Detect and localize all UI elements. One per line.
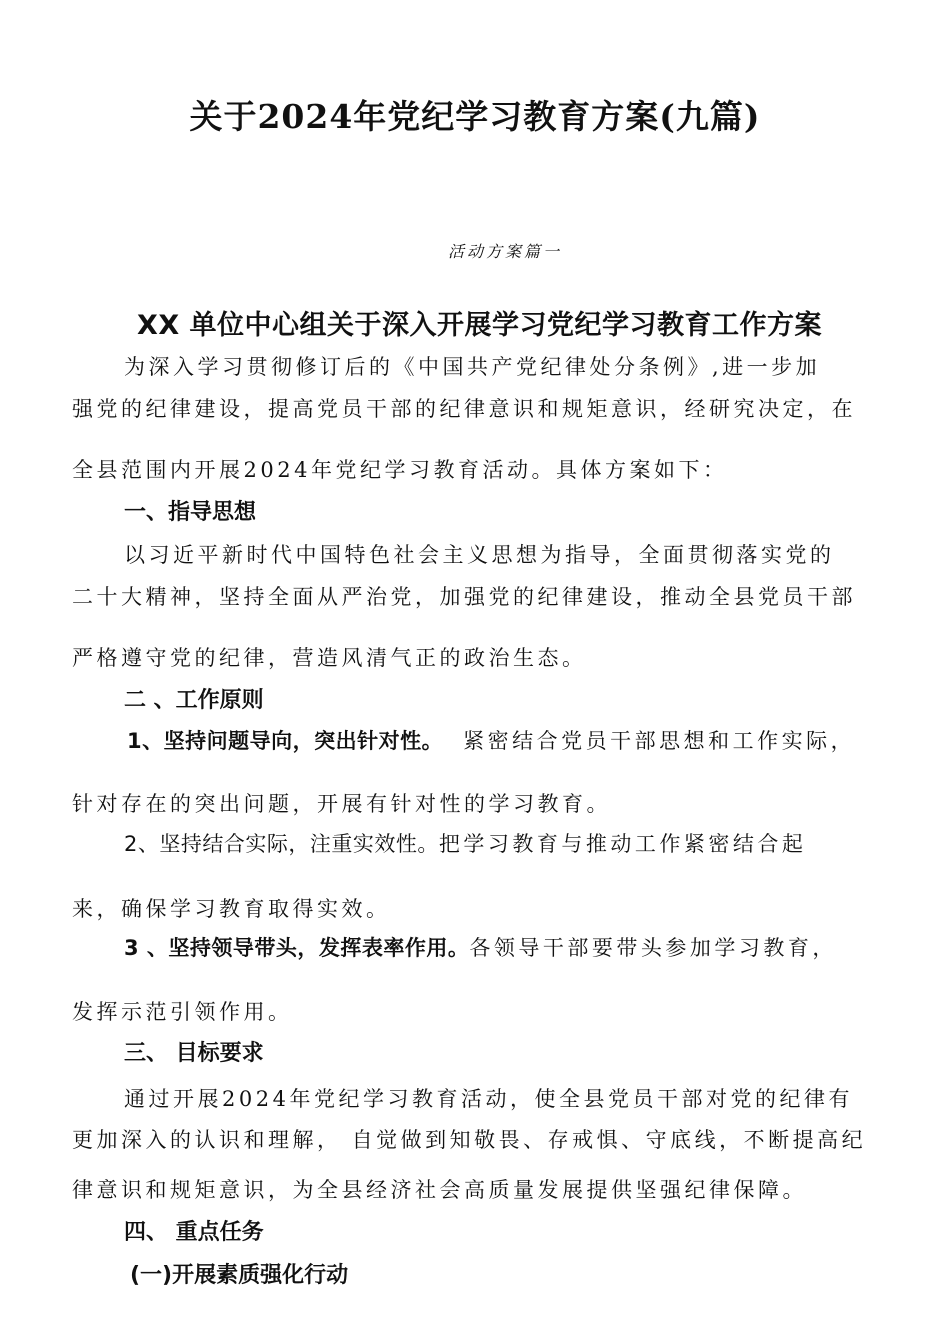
intro-line-3: 全县范围内开展2024年党纪学习教育活动。具体方案如下： <box>72 458 728 482</box>
principle-1-lead: 1、坚持问题导向，突出针对性。 <box>127 729 444 753</box>
principle-1-text: 紧密结合党员干部思想和工作实际， <box>463 729 856 753</box>
section-heading-guiding-ideology: 一、指导思想 <box>124 500 257 525</box>
intro-line-1: 为深入学习贯彻修订后的《中国共产党纪律处分条例》,进一步加 <box>124 355 821 379</box>
section-heading-goals: 三、 目标要求 <box>124 1041 264 1066</box>
section-heading-key-tasks: 四、 重点任务 <box>124 1220 264 1245</box>
intro-line-2: 强党的纪律建设，提高党员干部的纪律意识和规矩意识，经研究决定，在 <box>72 397 856 421</box>
section1-line-2: 二十大精神，坚持全面从严治党，加强党的纪律建设，推动全县党员干部 <box>72 585 856 609</box>
principle-2-continuation: 来，确保学习教育取得实效。 <box>72 897 391 921</box>
section1-line-3: 严格遵守党的纪律，营造风清气正的政治生态。 <box>72 646 587 670</box>
section3-line-3: 律意识和规矩意识，为全县经济社会高质量发展提供坚强纪律保障。 <box>72 1178 807 1202</box>
document-title: 关于2024年党纪学习教育方案(九篇) <box>189 97 761 136</box>
document-subtitle: 活动方案篇一 <box>447 242 562 261</box>
section3-line-2: 更加深入的认识和理解， 自觉做到知敬畏、存戒惧、守底线，不断提高纪 <box>72 1128 867 1152</box>
section3-line-1: 通过开展2024年党纪学习教育活动，使全县党员干部对党的纪律有 <box>124 1087 853 1111</box>
principle-2-text: 把学习教育与推动工作紧密结合起 <box>438 832 807 856</box>
subsection-heading-quality-action: (一)开展素质强化行动 <box>130 1263 349 1288</box>
principle-3-lead: 3 、坚持领导带头，发挥表率作用。 <box>124 936 470 960</box>
principle-1-continuation: 针对存在的突出问题，开展有针对性的学习教育。 <box>72 792 611 816</box>
section-heading-work-principles: 二 、工作原则 <box>124 688 264 713</box>
principle-3-continuation: 发挥示范引领作用。 <box>72 1000 293 1024</box>
document-heading: XX 单位中心组关于深入开展学习党纪学习教育工作方案 <box>137 310 823 341</box>
principle-2-lead: 2、坚持结合实际，注重实效性。 <box>124 832 439 856</box>
principle-3 <box>124 938 837 959</box>
principle-2 <box>124 834 806 855</box>
principle-3-text: 各领导干部要带头参加学习教育， <box>469 936 837 960</box>
section1-line-1: 以习近平新时代中国特色社会主义思想为指导，全面贯彻落实党的 <box>124 543 835 567</box>
principle-1 <box>127 731 855 752</box>
